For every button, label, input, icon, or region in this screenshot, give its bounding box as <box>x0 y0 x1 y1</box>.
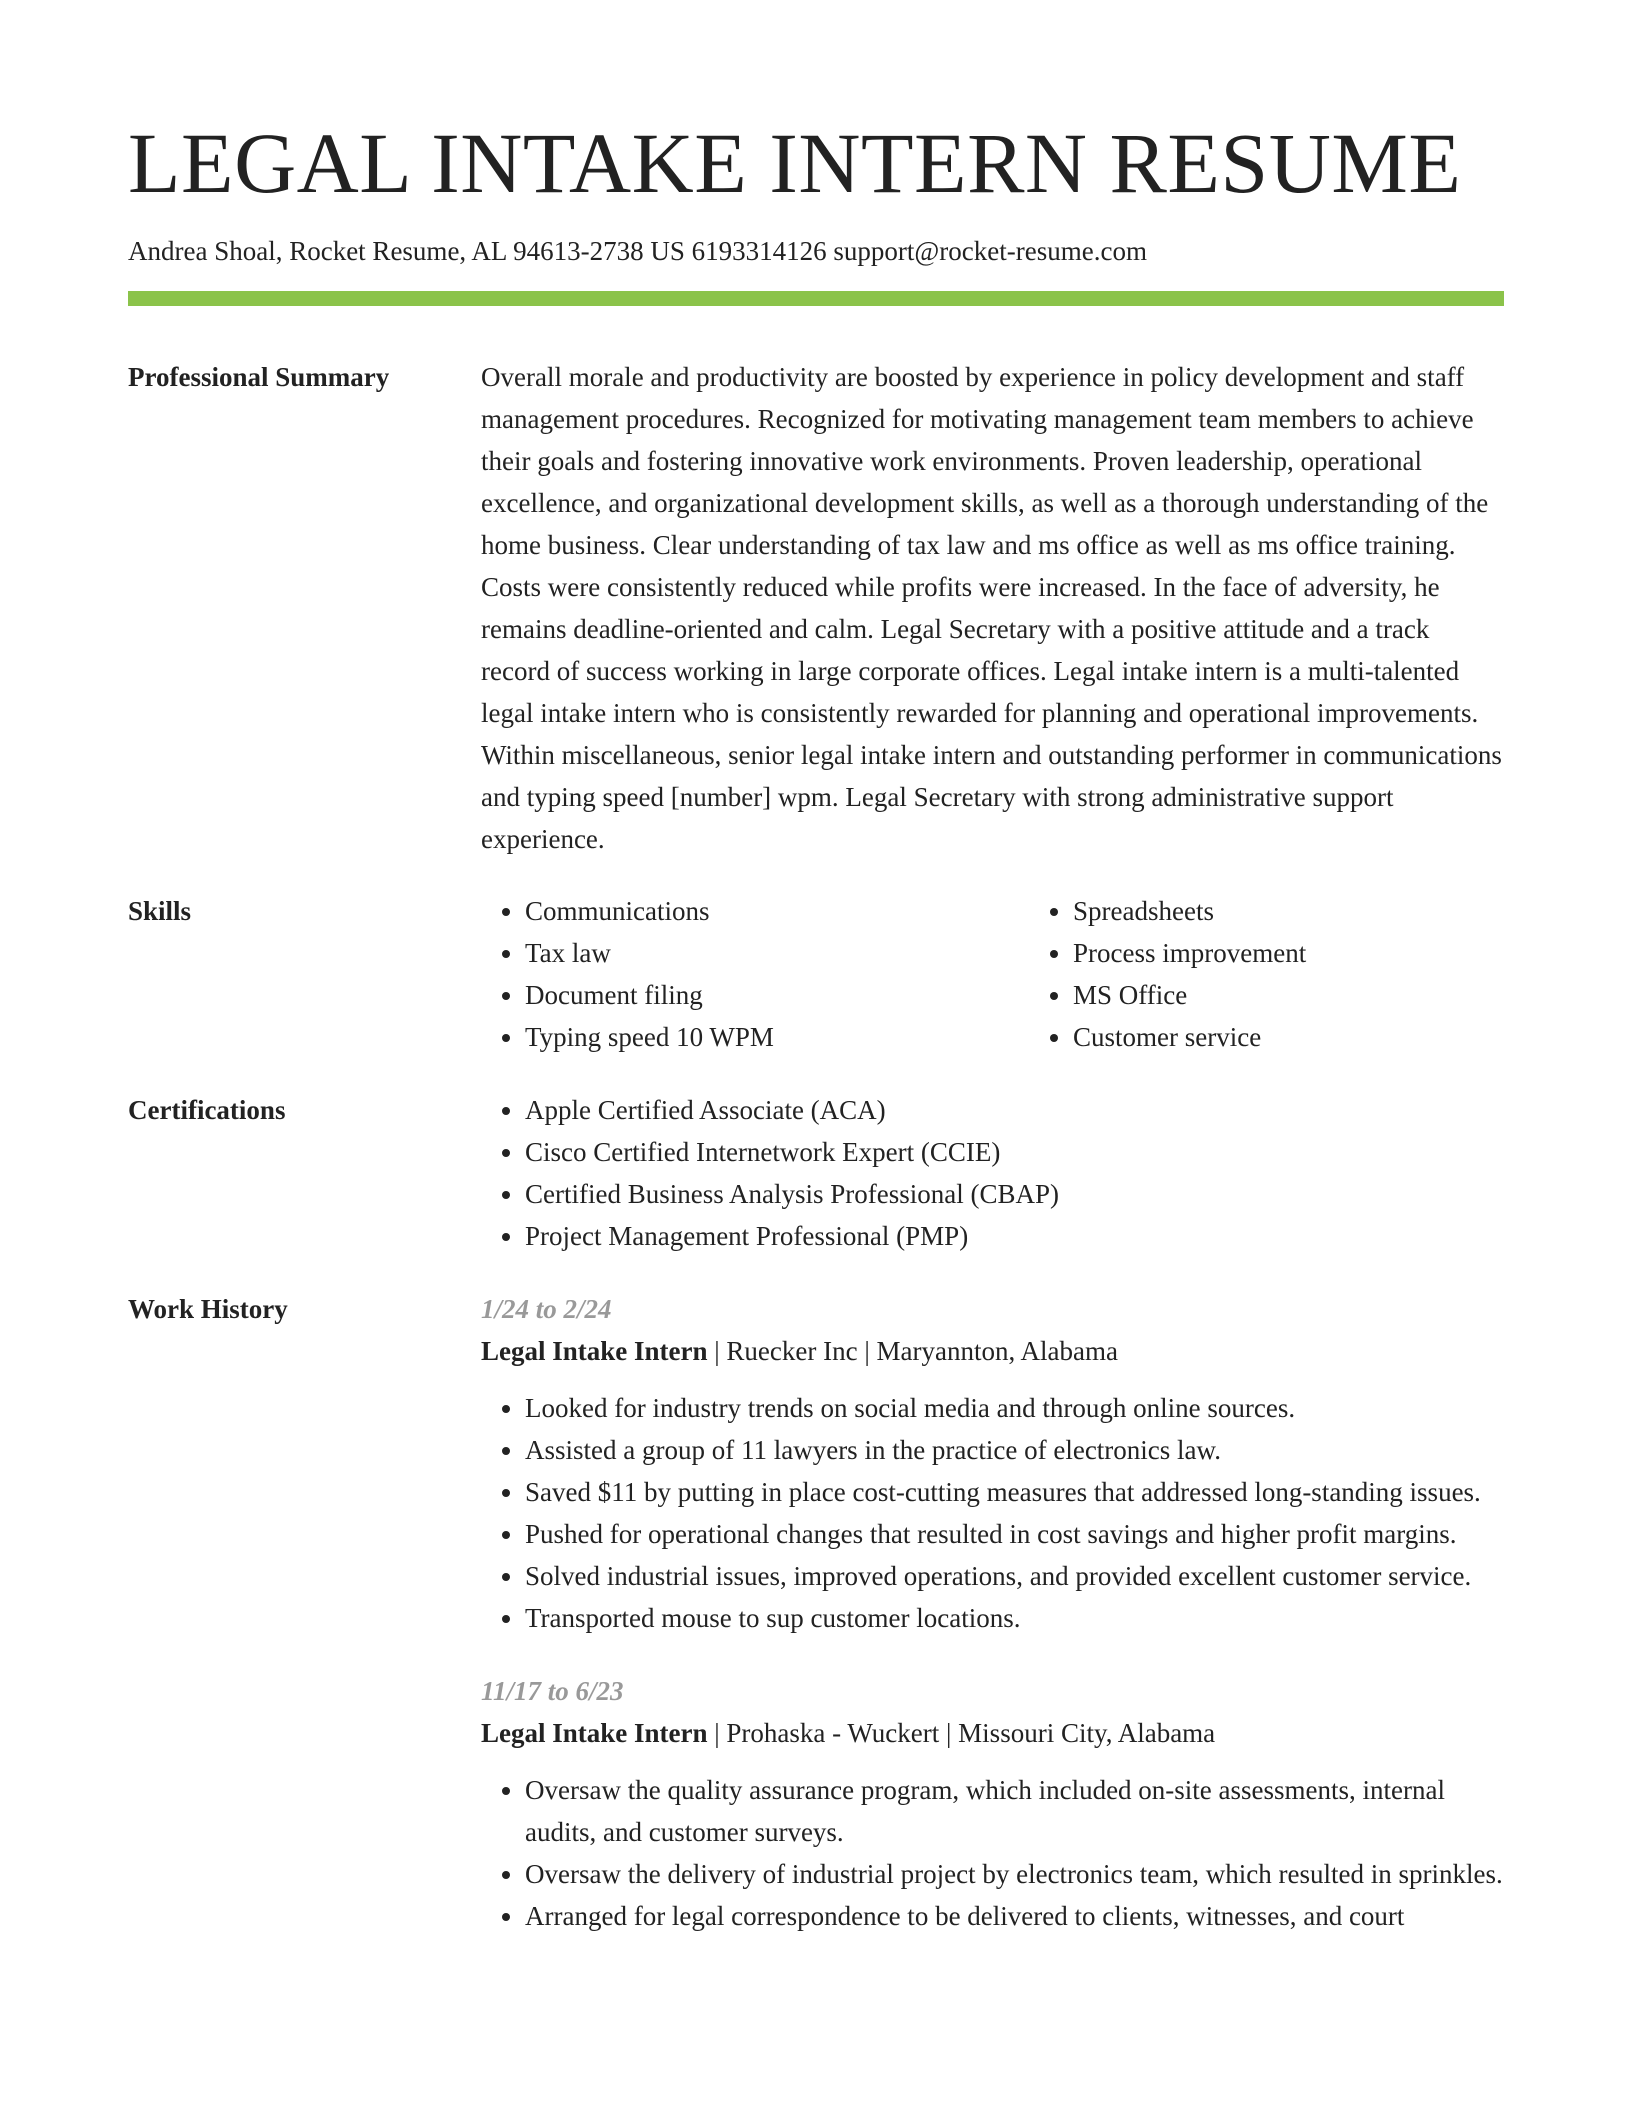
section-label-certifications: Certifications <box>128 1095 286 1126</box>
professional-summary-section <box>128 356 1504 860</box>
skills-list-left <box>481 890 1029 1058</box>
job-entry <box>481 1288 1504 1639</box>
job-dates: 1/24 to 2/24 <box>481 1294 612 1325</box>
summary-text: Overall morale and productivity are boosted by experience in policy development and staff management procedures. Recognized for motivating management team members to achieve their goals and fostering innovative work environments. Proven leadership, operational excellence, and organizational development skills, as well as a thorough understanding of the home business. Clear understanding of tax law and ms office as well as ms office training. Costs were consistently reduced while profits were increased. In the face of adversity, he remains deadline-oriented and calm. Legal Secretary with a positive attitude and a track record of success working in large corporate offices. Legal intake intern is a multi-talented legal intake intern who is consistently rewarded for planning and operational improvements. Within miscellaneous, senior legal intake intern and outstanding performer in communications and typing speed [number] wpm. Legal Secretary with strong administrative support experience. <box>481 362 1502 855</box>
job-title: Legal Intake Intern <box>481 1336 708 1367</box>
page-title: LEGAL INTAKE INTERN RESUME <box>128 115 1462 211</box>
job-dates: 11/17 to 6/23 <box>481 1676 624 1707</box>
job-bullet: • Oversaw the delivery of industrial project by electronics team, which resulted in sprinkles. <box>525 1853 1504 1895</box>
job-bullet: • Assisted a group of 11 lawyers in the practice of electronics law. <box>525 1429 1504 1471</box>
job-details: | Prohaska - Wuckert | Missouri City, Alabama <box>707 1718 1216 1749</box>
job-bullets <box>481 1769 1504 1937</box>
skills-grid <box>481 890 1577 1058</box>
job-bullet: • Transported mouse to sup customer locations. <box>525 1597 1504 1639</box>
job-title-line <box>481 1330 1504 1372</box>
section-label-work-history: Work History <box>128 1294 288 1325</box>
job-bullet: • Looked for industry trends on social media and through online sources. <box>525 1387 1504 1429</box>
certification-item: • Cisco Certified Internetwork Expert (CCIE) <box>525 1131 1504 1173</box>
job-entry <box>481 1670 1504 1937</box>
skill-item: • Process improvement <box>1073 932 1577 974</box>
certification-item: • Certified Business Analysis Professional (CBAP) <box>525 1173 1504 1215</box>
certifications-body <box>481 1089 1504 1257</box>
skill-item: • Tax law <box>525 932 1029 974</box>
job-details: | Ruecker Inc | Maryannton, Alabama <box>707 1336 1118 1367</box>
work-history-section <box>128 1288 1504 1968</box>
skills-section <box>128 890 1504 1058</box>
section-label-skills: Skills <box>128 896 192 927</box>
skills-body <box>481 890 1577 1058</box>
skill-item: • Typing speed 10 WPM <box>525 1016 1029 1058</box>
skill-item: • Customer service <box>1073 1016 1577 1058</box>
skill-item: • Communications <box>525 890 1029 932</box>
job-bullet: • Oversaw the quality assurance program, which included on-site assessments, internal audits, and customer surveys. <box>525 1769 1504 1853</box>
job-bullet: • Solved industrial issues, improved operations, and provided excellent customer service. <box>525 1555 1504 1597</box>
job-bullets <box>481 1387 1504 1639</box>
job-bullet: • Saved $11 by putting in place cost-cutting measures that addressed long-standing issues. <box>525 1471 1504 1513</box>
certifications-list <box>481 1089 1504 1257</box>
skill-item: • MS Office <box>1073 974 1577 1016</box>
section-label-summary: Professional Summary <box>128 362 390 393</box>
skill-item: • Spreadsheets <box>1073 890 1577 932</box>
skills-list-right <box>1029 890 1577 1058</box>
job-bullet: • Pushed for operational changes that resulted in cost savings and higher profit margins. <box>525 1513 1504 1555</box>
certification-item: • Apple Certified Associate (ACA) <box>525 1089 1504 1131</box>
contact-line: Andrea Shoal, Rocket Resume, AL 94613-2738 US 6193314126 support@rocket-resume.com <box>128 236 1147 266</box>
work-history-body <box>481 1288 1504 1968</box>
job-bullet: • Arranged for legal correspondence to be delivered to clients, witnesses, and court <box>525 1895 1504 1937</box>
skill-item: • Document filing <box>525 974 1029 1016</box>
certifications-section <box>128 1089 1504 1257</box>
certification-item: • Project Management Professional (PMP) <box>525 1215 1504 1257</box>
job-title: Legal Intake Intern <box>481 1718 708 1749</box>
accent-divider <box>128 291 1504 306</box>
job-title-line <box>481 1712 1504 1754</box>
